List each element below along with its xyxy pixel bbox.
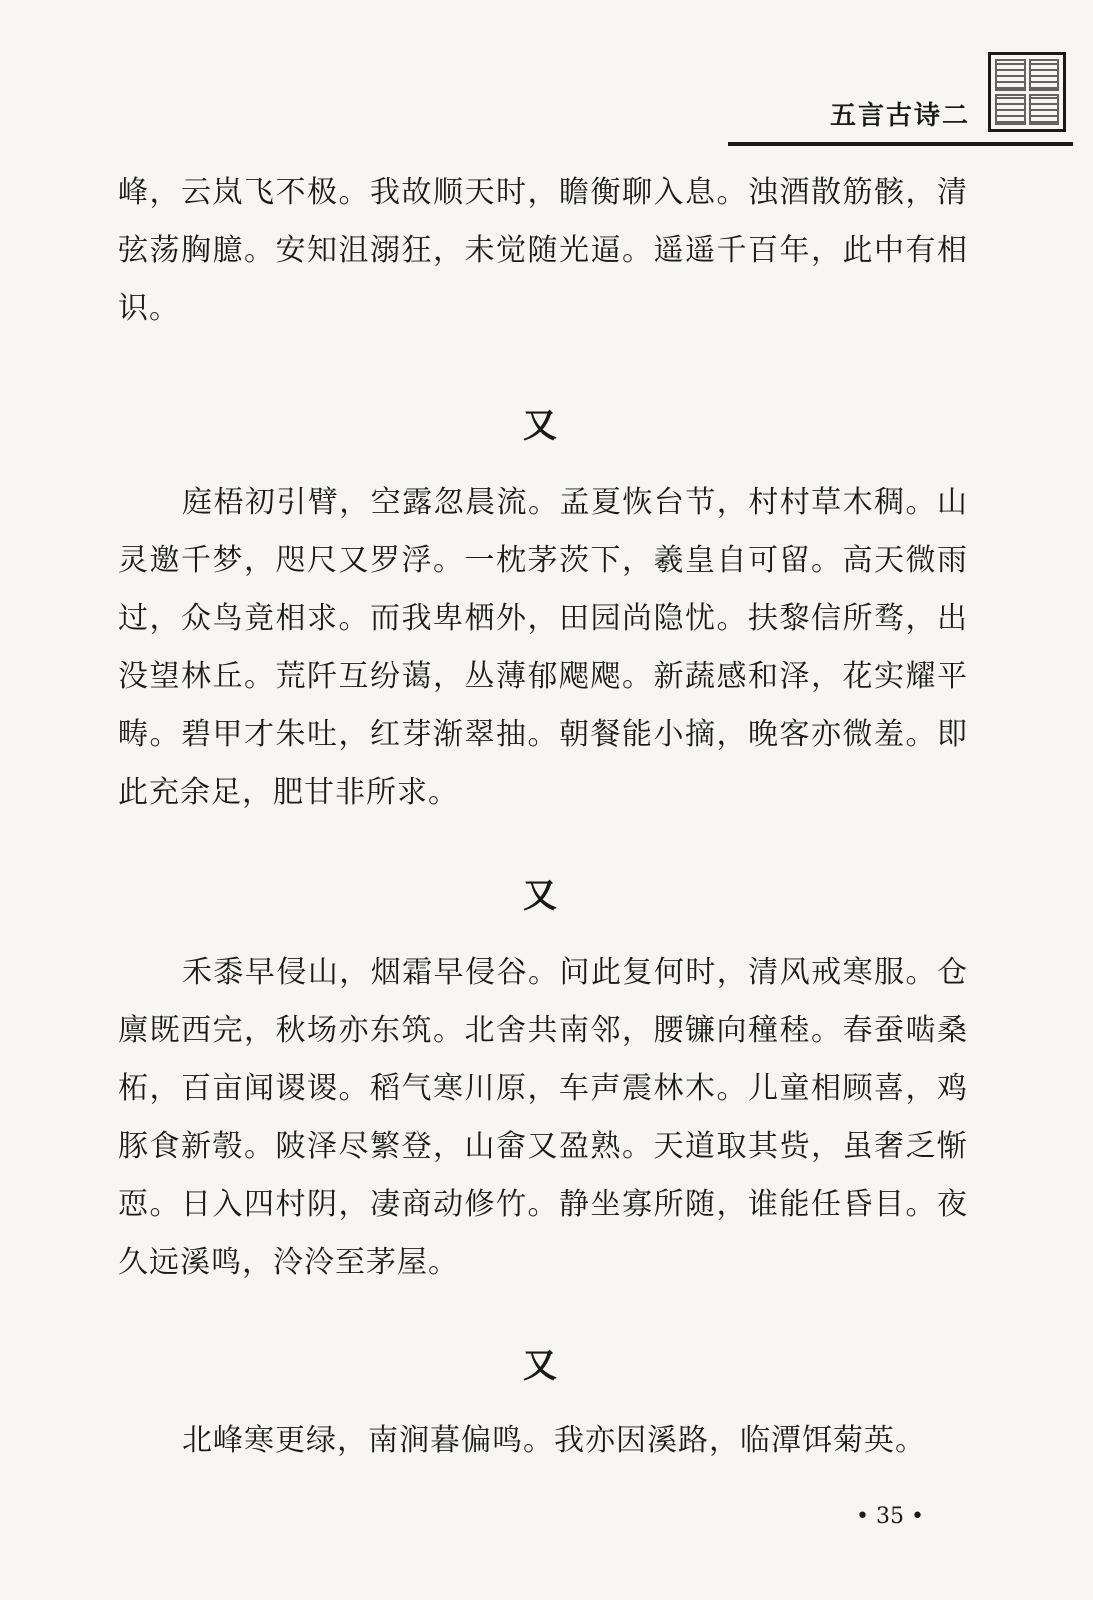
poem-text: 峰，云岚飞不极。我故顺天时，瞻衡聊入息。浊酒散筋骸，清弦荡胸臆。安知沮溺狂，未觉随光逼。遥遥千百年，此中有相识。 (118, 175, 968, 326)
poem-text: 禾黍早侵山，烟霜早侵谷。问此复何时，清风戒寒服。仓廪既西完，秋场亦东筑。北舍共南邻，腰镰向穜稑。春蚕啮桑柘，百亩闻谡谡。稻气寒川原，车声震林木。儿童相顾喜，鸡豚食新彀。陂泽尽繁登，山畲又盈熟。天道取其赀，虽奢乏惭恧。日入四村阴，凄商动修竹。静坐寡所随，谁能任昏目。夜久远溪鸣，泠泠至茅屋。 (118, 955, 968, 1280)
poem-title: 又 (523, 406, 557, 446)
poem-text: 北峰寒更绿，南涧暮偏鸣。我亦因溪路，临潭饵菊英。 (182, 1423, 926, 1458)
poem-body (118, 944, 968, 1292)
running-title: 五言古诗二 (829, 101, 970, 131)
seal-glyph (1029, 59, 1060, 91)
seal-glyph (995, 94, 1026, 126)
poem-continuation (118, 164, 968, 338)
header-rule (728, 142, 1073, 146)
seal-stamp-icon (988, 52, 1066, 132)
poem-title: 又 (523, 876, 557, 916)
poem-title: 又 (523, 1346, 557, 1386)
poem-body (118, 474, 968, 822)
page-number: • 35 • (856, 1504, 924, 1529)
poem-body (118, 1412, 968, 1470)
seal-glyph (995, 59, 1026, 91)
poem-text: 庭梧初引臂，空露忽晨流。孟夏恢台节，村村草木稠。山灵邀千梦，咫尺又罗浮。一枕茅茨下，羲皇自可留。高天微雨过，众鸟竟相求。而我卑栖外，田园尚隐忧。扶黎信所骛，出没望林丘。荒阡互纷蔼，丛薄郁飔飔。新蔬感和泽，花实耀平畴。碧甲才朱吐，红芽渐翠抽。朝餐能小摘，晚客亦微羞。即此充余足，肥甘非所求。 (118, 485, 968, 810)
seal-glyph (1029, 94, 1060, 126)
